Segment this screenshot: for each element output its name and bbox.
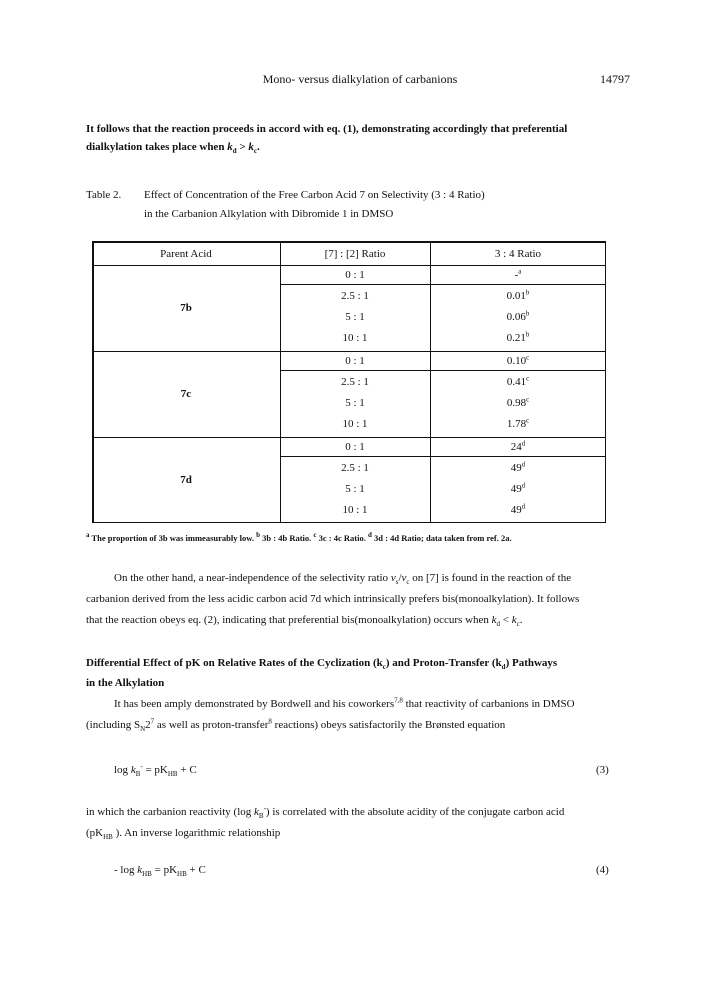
ref-superscript: 7,8: [394, 696, 403, 705]
parent-acid-cell-text: 7d: [180, 474, 192, 486]
para3-line-2: [86, 715, 646, 736]
k-symbol: k: [248, 141, 254, 153]
eq-text: = pK: [151, 864, 178, 876]
footnote-mark: c: [526, 395, 530, 404]
minus-superscript: -: [263, 804, 266, 813]
para2-text: on [7] is found in the reaction of the: [409, 572, 572, 584]
footnote-d-mark: d: [368, 531, 372, 540]
d-subscript: d: [501, 663, 506, 672]
parent-acid-cell: [92, 473, 280, 487]
table-group-divider: [92, 437, 606, 438]
selectivity-cell: [430, 440, 606, 454]
footnote-b-text: 3b : 4b Ratio.: [260, 533, 314, 543]
hb-subscript: HB: [103, 833, 113, 842]
table-footnotes: [86, 533, 512, 543]
para2-line-1: [86, 568, 646, 589]
ref-superscript: 7: [150, 717, 155, 726]
table-caption-line-1: Effect of Concentration of the Free Carbon Acid 7 on Selectivity (3 : 4 Ratio): [144, 189, 485, 201]
para3-text: 2: [145, 719, 151, 731]
eq-text: - log: [114, 864, 138, 876]
equation-4-number: (4): [596, 864, 609, 876]
para4-text: ) is correlated with the absolute acidity of the conjugate carbon acid: [265, 806, 565, 818]
footnote-mark: d: [521, 481, 526, 490]
ratio-cell: [280, 396, 430, 410]
selectivity-cell-text: 0.01: [506, 290, 526, 302]
footnote-mark: b: [525, 330, 530, 339]
table-border-bottom: [92, 522, 606, 524]
ratio-cell-text: 0 : 1: [345, 441, 365, 453]
footnote-mark: d: [521, 460, 526, 469]
para3-text: reactions) obeys satisfactorily the Brønsted equation: [271, 719, 506, 731]
intro-line-1: It follows that the reaction proceeds in accord with eq. (1), demonstrating accordingly that preferential: [86, 123, 568, 135]
running-header-title: Mono- versus dialkylation of carbanions: [262, 72, 458, 86]
footnote-mark: a: [518, 267, 522, 276]
first-row-underline: [280, 284, 606, 285]
selectivity-cell-text: -: [514, 269, 519, 281]
table-caption-label: Table 2.: [86, 189, 122, 201]
table-caption: [86, 189, 666, 205]
ratio-cell: [280, 310, 430, 324]
c-subscript: c: [406, 578, 410, 587]
footnote-c-text: 3c : 4c Ratio.: [316, 533, 368, 543]
selectivity-cell-text: 0.10: [506, 355, 527, 367]
table-header-cell-text: 3 : 4 Ratio: [494, 248, 542, 260]
para3-text: (including S: [86, 719, 141, 731]
table-header-cell-text: Parent Acid: [160, 248, 212, 260]
ratio-cell: [280, 417, 430, 431]
para2-line-3: [86, 610, 646, 631]
ratio-cell-text: 2.5 : 1: [341, 462, 369, 474]
ratio-cell: [280, 503, 430, 517]
selectivity-cell-text: 49: [510, 462, 522, 474]
intro-line-2: [86, 138, 646, 156]
selectivity-cell-text: 0.41: [506, 376, 527, 388]
ratio-cell-text: 0 : 1: [345, 355, 365, 367]
footnote-mark: d: [521, 439, 526, 448]
para4-line-2: [86, 823, 646, 844]
ratio-cell: [280, 268, 430, 282]
para4-text: in which the carbanion reactivity (log: [86, 806, 254, 818]
eq-text: log: [114, 764, 131, 776]
parent-acid-cell: [92, 387, 280, 401]
table-group-divider: [92, 351, 606, 352]
ratio-cell-text: 10 : 1: [342, 418, 368, 430]
minus-superscript: -: [140, 762, 143, 771]
para4-line-1: [86, 802, 646, 823]
table-header-cell: [430, 247, 606, 261]
footnote-mark: c: [526, 374, 530, 383]
equation-3: [114, 762, 197, 779]
table-border-top: [92, 241, 606, 243]
eq-text: + C: [186, 864, 206, 876]
intro-paragraph: [86, 120, 646, 156]
intro-text: dialkylation takes place when: [86, 141, 228, 153]
c-subscript: c: [253, 147, 257, 156]
v-symbol: v: [390, 572, 396, 584]
section-heading-line-2: in the Alkylation: [86, 677, 165, 689]
hb-subscript: HB: [177, 870, 187, 879]
n-subscript: N: [140, 725, 146, 734]
selectivity-cell: [430, 503, 606, 517]
table-header-cell: [280, 247, 430, 261]
c-subscript: c: [382, 663, 386, 672]
selectivity-cell-text: 49: [510, 483, 522, 495]
para3-text: It has been amply demonstrated by Bordwell and his coworkers: [114, 698, 395, 710]
footnote-a-mark: a: [86, 531, 90, 540]
ref-superscript: 8: [268, 717, 272, 726]
selectivity-cell: [430, 354, 606, 368]
eq-text: = pK: [142, 764, 168, 776]
b-subscript: B: [135, 770, 141, 779]
selectivity-cell-text: 0.06: [506, 311, 526, 323]
table-header-divider: [92, 265, 606, 266]
table-caption-cont: [86, 208, 666, 224]
ratio-cell-text: 10 : 1: [342, 504, 368, 516]
ratio-cell: [280, 375, 430, 389]
k-symbol: k: [227, 141, 233, 153]
para2-text: On the other hand, a near-independence of the selectivity ratio: [114, 572, 391, 584]
ratio-cell: [280, 461, 430, 475]
selectivity-cell-text: 1.78: [506, 418, 527, 430]
k-symbol: k: [137, 864, 143, 876]
selectivity-cell: [430, 482, 606, 496]
parent-acid-cell: [92, 301, 280, 315]
selectivity-cell-text: 0.98: [506, 397, 527, 409]
slash: /: [398, 572, 402, 584]
footnote-mark: c: [526, 353, 530, 362]
equation-3-number: (3): [596, 764, 609, 776]
selectivity-cell: [430, 268, 606, 282]
footnote-a-text: The proportion of 3b was immeasurably low.: [89, 533, 257, 543]
section-heading-line-1: [86, 653, 646, 673]
para4-text: ). An inverse logarithmic relationship: [112, 827, 281, 839]
heading-text: ) Pathways: [505, 657, 558, 669]
ratio-cell-text: 2.5 : 1: [341, 290, 369, 302]
d-subscript: d: [232, 147, 237, 156]
hb-subscript: HB: [167, 770, 178, 779]
k-symbol: k: [491, 614, 497, 626]
selectivity-cell-text: 24: [510, 441, 522, 453]
selectivity-cell: [430, 375, 606, 389]
parent-acid-cell-text: 7b: [180, 302, 192, 314]
k-symbol: k: [254, 806, 259, 818]
selectivity-cell: [430, 331, 606, 345]
footnote-b-mark: b: [256, 531, 261, 540]
eq-text: + C: [177, 764, 197, 776]
selectivity-cell: [430, 310, 606, 324]
s-subscript: s: [395, 578, 399, 587]
ratio-cell-text: 5 : 1: [345, 483, 365, 495]
table-caption-line-2: in the Carbanion Alkylation with Dibromide 1 in DMSO: [144, 208, 394, 220]
selectivity-cell: [430, 461, 606, 475]
ratio-cell-text: 5 : 1: [345, 397, 365, 409]
selectivity-table: [92, 241, 606, 523]
selectivity-cell-text: 0.21: [506, 332, 526, 344]
para2-line-2: carbanion derived from the less acidic carbon acid 7d which intrinsically prefers bis(monoalkylation). It follows: [86, 593, 580, 605]
selectivity-cell: [430, 417, 606, 431]
k-symbol: k: [511, 614, 517, 626]
selectivity-cell: [430, 289, 606, 303]
footnote-mark: b: [525, 288, 530, 297]
para3-text: that reactivity of carbanions in DMSO: [402, 698, 575, 710]
ratio-cell: [280, 440, 430, 454]
ratio-cell: [280, 482, 430, 496]
para3-text: as well as proton-transfer: [154, 719, 269, 731]
ratio-cell: [280, 331, 430, 345]
c-subscript: c: [516, 620, 520, 629]
paragraph-bordwell: [86, 694, 646, 736]
paragraph-selectivity: [86, 568, 646, 631]
ratio-cell: [280, 354, 430, 368]
first-row-underline: [280, 456, 606, 457]
ratio-cell-text: 2.5 : 1: [341, 376, 369, 388]
table-header-cell-text: [7] : [2] Ratio: [324, 248, 386, 260]
para2-text: that the reaction obeys eq. (2), indicating that preferential bis(monoalkylation) occurs when: [86, 614, 492, 626]
footnote-d-text: 3d : 4d Ratio; data taken from ref. 2a.: [371, 533, 512, 543]
footnote-mark: c: [526, 416, 530, 425]
heading-text: ) and Proton-Transfer (k: [385, 657, 502, 669]
k-symbol: k: [130, 764, 136, 776]
heading-text: Differential Effect of pK on Relative Rates of the Cyclization (k: [86, 657, 383, 669]
ratio-cell-text: 10 : 1: [342, 332, 368, 344]
equation-4: [114, 864, 206, 879]
d-subscript: d: [496, 620, 501, 629]
para3-line-1: [86, 694, 646, 715]
table-header-cell: [92, 247, 280, 261]
hb-subscript: HB: [142, 870, 152, 879]
page-number: 14797: [600, 72, 630, 86]
paragraph-correlation: [86, 802, 646, 844]
lt-sign: <: [500, 614, 512, 626]
first-row-underline: [280, 370, 606, 371]
footnote-mark: d: [521, 502, 526, 511]
selectivity-cell: [430, 396, 606, 410]
ratio-cell: [280, 289, 430, 303]
v-symbol: v: [401, 572, 407, 584]
period: .: [256, 141, 260, 153]
gt-sign: >: [236, 141, 249, 153]
section-heading: [86, 653, 646, 693]
b-subscript: B: [258, 812, 264, 821]
selectivity-cell-text: 49: [510, 504, 522, 516]
ratio-cell-text: 5 : 1: [345, 311, 365, 323]
footnote-c-mark: c: [313, 531, 317, 540]
period: .: [519, 614, 523, 626]
footnote-mark: b: [525, 309, 530, 318]
ratio-cell-text: 0 : 1: [345, 269, 365, 281]
para4-text: (pK: [86, 827, 104, 839]
parent-acid-cell-text: 7c: [180, 388, 192, 400]
